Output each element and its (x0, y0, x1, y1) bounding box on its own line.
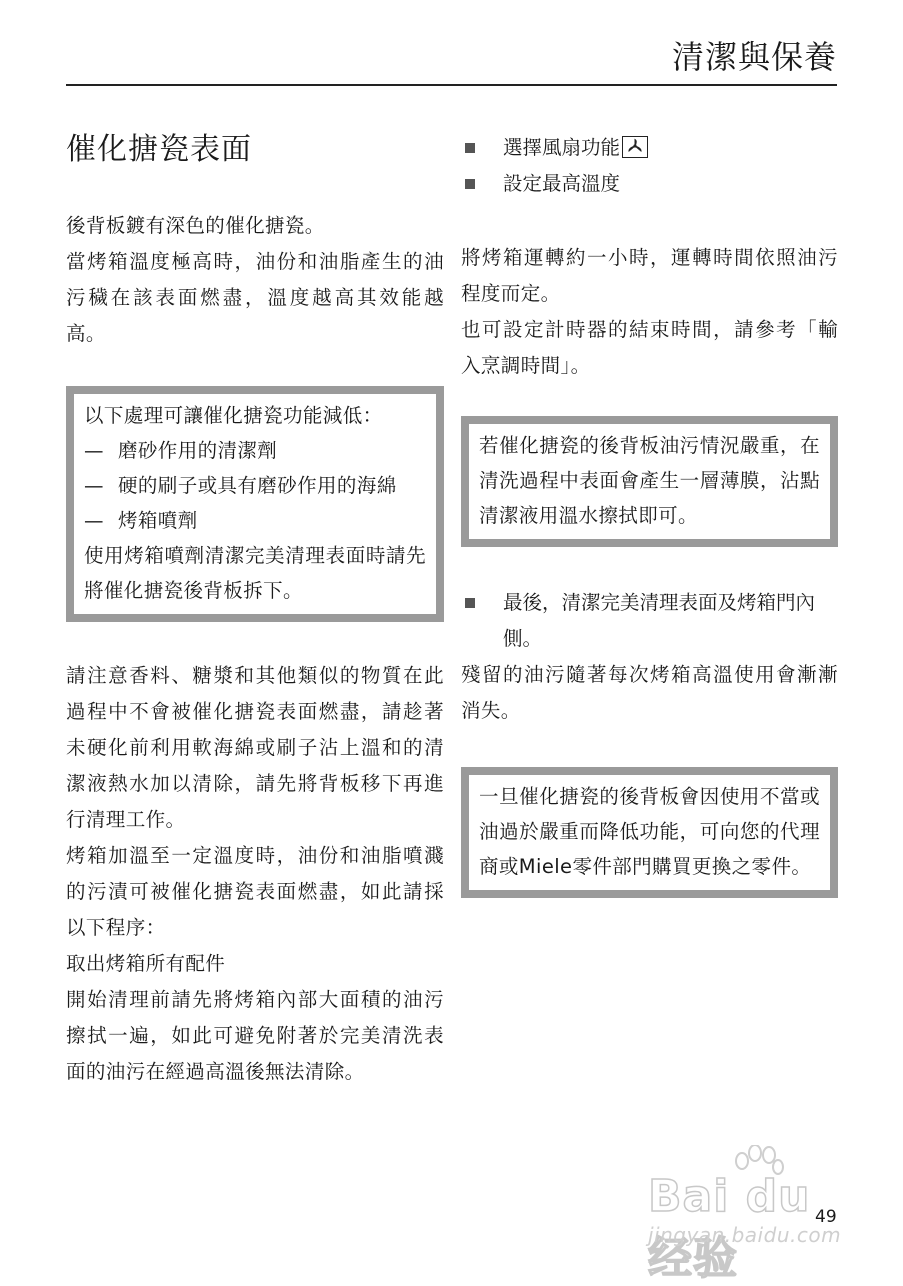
warning-list-item-label: 硬的刷子或具有磨砂作用的海綿 (118, 474, 397, 497)
warning-box (66, 386, 444, 622)
watermark-brand: Bai du 经验 (648, 1171, 811, 1284)
body-paragraph: 將烤箱運轉約一小時，運轉時間依照油污程度而定。 (461, 246, 838, 305)
section-heading: 催化搪瓷表面 (66, 132, 252, 167)
tip-box-text: 若催化搪瓷的後背板油污情況嚴重，在清洗過程中表面會產生一層薄膜，沾點清潔液用溫水擦拭即可。 (479, 434, 820, 527)
body-paragraph: 請注意香料、糖漿和其他類似的物質在此過程中不會被催化搪瓷表面燃盡，請趁著未硬化前利用軟海綿或刷子沾上溫和的清潔液熱水加以清除，請先將背板移下再進行清理工作。 (66, 664, 444, 831)
body-paragraph: 開始清理前請先將烤箱內部大面積的油污擦拭一遍，如此可避免附著於完美清洗表面的油污在經過高溫後無法清除。 (66, 988, 444, 1083)
fan-icon (622, 136, 648, 158)
info-box-text: 一旦催化搪瓷的後背板會因使用不當或油過於嚴重而降低功能，可向您的代理商或Miele零件部門購買更換之零件。 (479, 785, 820, 878)
bullet-square-icon (465, 179, 475, 189)
tip-box (461, 416, 838, 547)
bullet-item (461, 585, 838, 657)
warning-list-item (84, 503, 426, 538)
body-paragraph: 也可設定計時器的結束時間，請參考「輸入烹調時間」。 (461, 318, 838, 377)
intro-paragraph-2: 當烤箱溫度極高時，油份和油脂產生的油污穢在該表面燃盡，溫度越高其效能越高。 (66, 250, 444, 345)
baidu-watermark (648, 1145, 848, 1284)
dash-icon: — (84, 439, 104, 462)
bullet-square-icon (465, 143, 475, 153)
warning-list-item-label: 烤箱噴劑 (118, 509, 198, 532)
page-number: 49 (815, 1207, 837, 1227)
right-column (461, 130, 838, 898)
bullet-square-icon (465, 598, 475, 608)
bullet-item-label: 最後，清潔完美清理表面及烤箱門內側。 (503, 591, 816, 650)
left-column (66, 120, 444, 1090)
dash-icon: — (84, 509, 104, 532)
bullet-item (461, 166, 838, 202)
bullet-item-label: 設定最高溫度 (503, 172, 621, 195)
info-box (461, 767, 838, 898)
page-header-title: 清潔與保養 (671, 38, 837, 76)
watermark-url: jingyan.baidu.com (648, 1223, 842, 1247)
dash-icon: — (84, 474, 104, 497)
warning-list-item (84, 433, 426, 468)
bullet-item (461, 130, 838, 166)
bullet-item-label: 選擇風扇功能 (503, 136, 621, 159)
warning-box-title: 以下處理可讓催化搪瓷功能減低： (84, 404, 383, 427)
warning-list-item-label: 磨砂作用的清潔劑 (118, 439, 278, 462)
body-paragraph: 殘留的油污隨著每次烤箱高溫使用會漸漸消失。 (461, 663, 838, 722)
body-paragraph: 烤箱加溫至一定溫度時，油份和油脂噴濺的污漬可被催化搪瓷表面燃盡，如此請採以下程序： (66, 844, 444, 939)
warning-box-note: 使用烤箱噴劑清潔完美清理表面時請先將催化搪瓷後背板拆下。 (84, 544, 426, 602)
header-rule (66, 84, 837, 86)
warning-list-item (84, 468, 426, 503)
body-paragraph: 取出烤箱所有配件 (66, 952, 226, 975)
intro-paragraph-1: 後背板鍍有深色的催化搪瓷。 (66, 214, 325, 237)
